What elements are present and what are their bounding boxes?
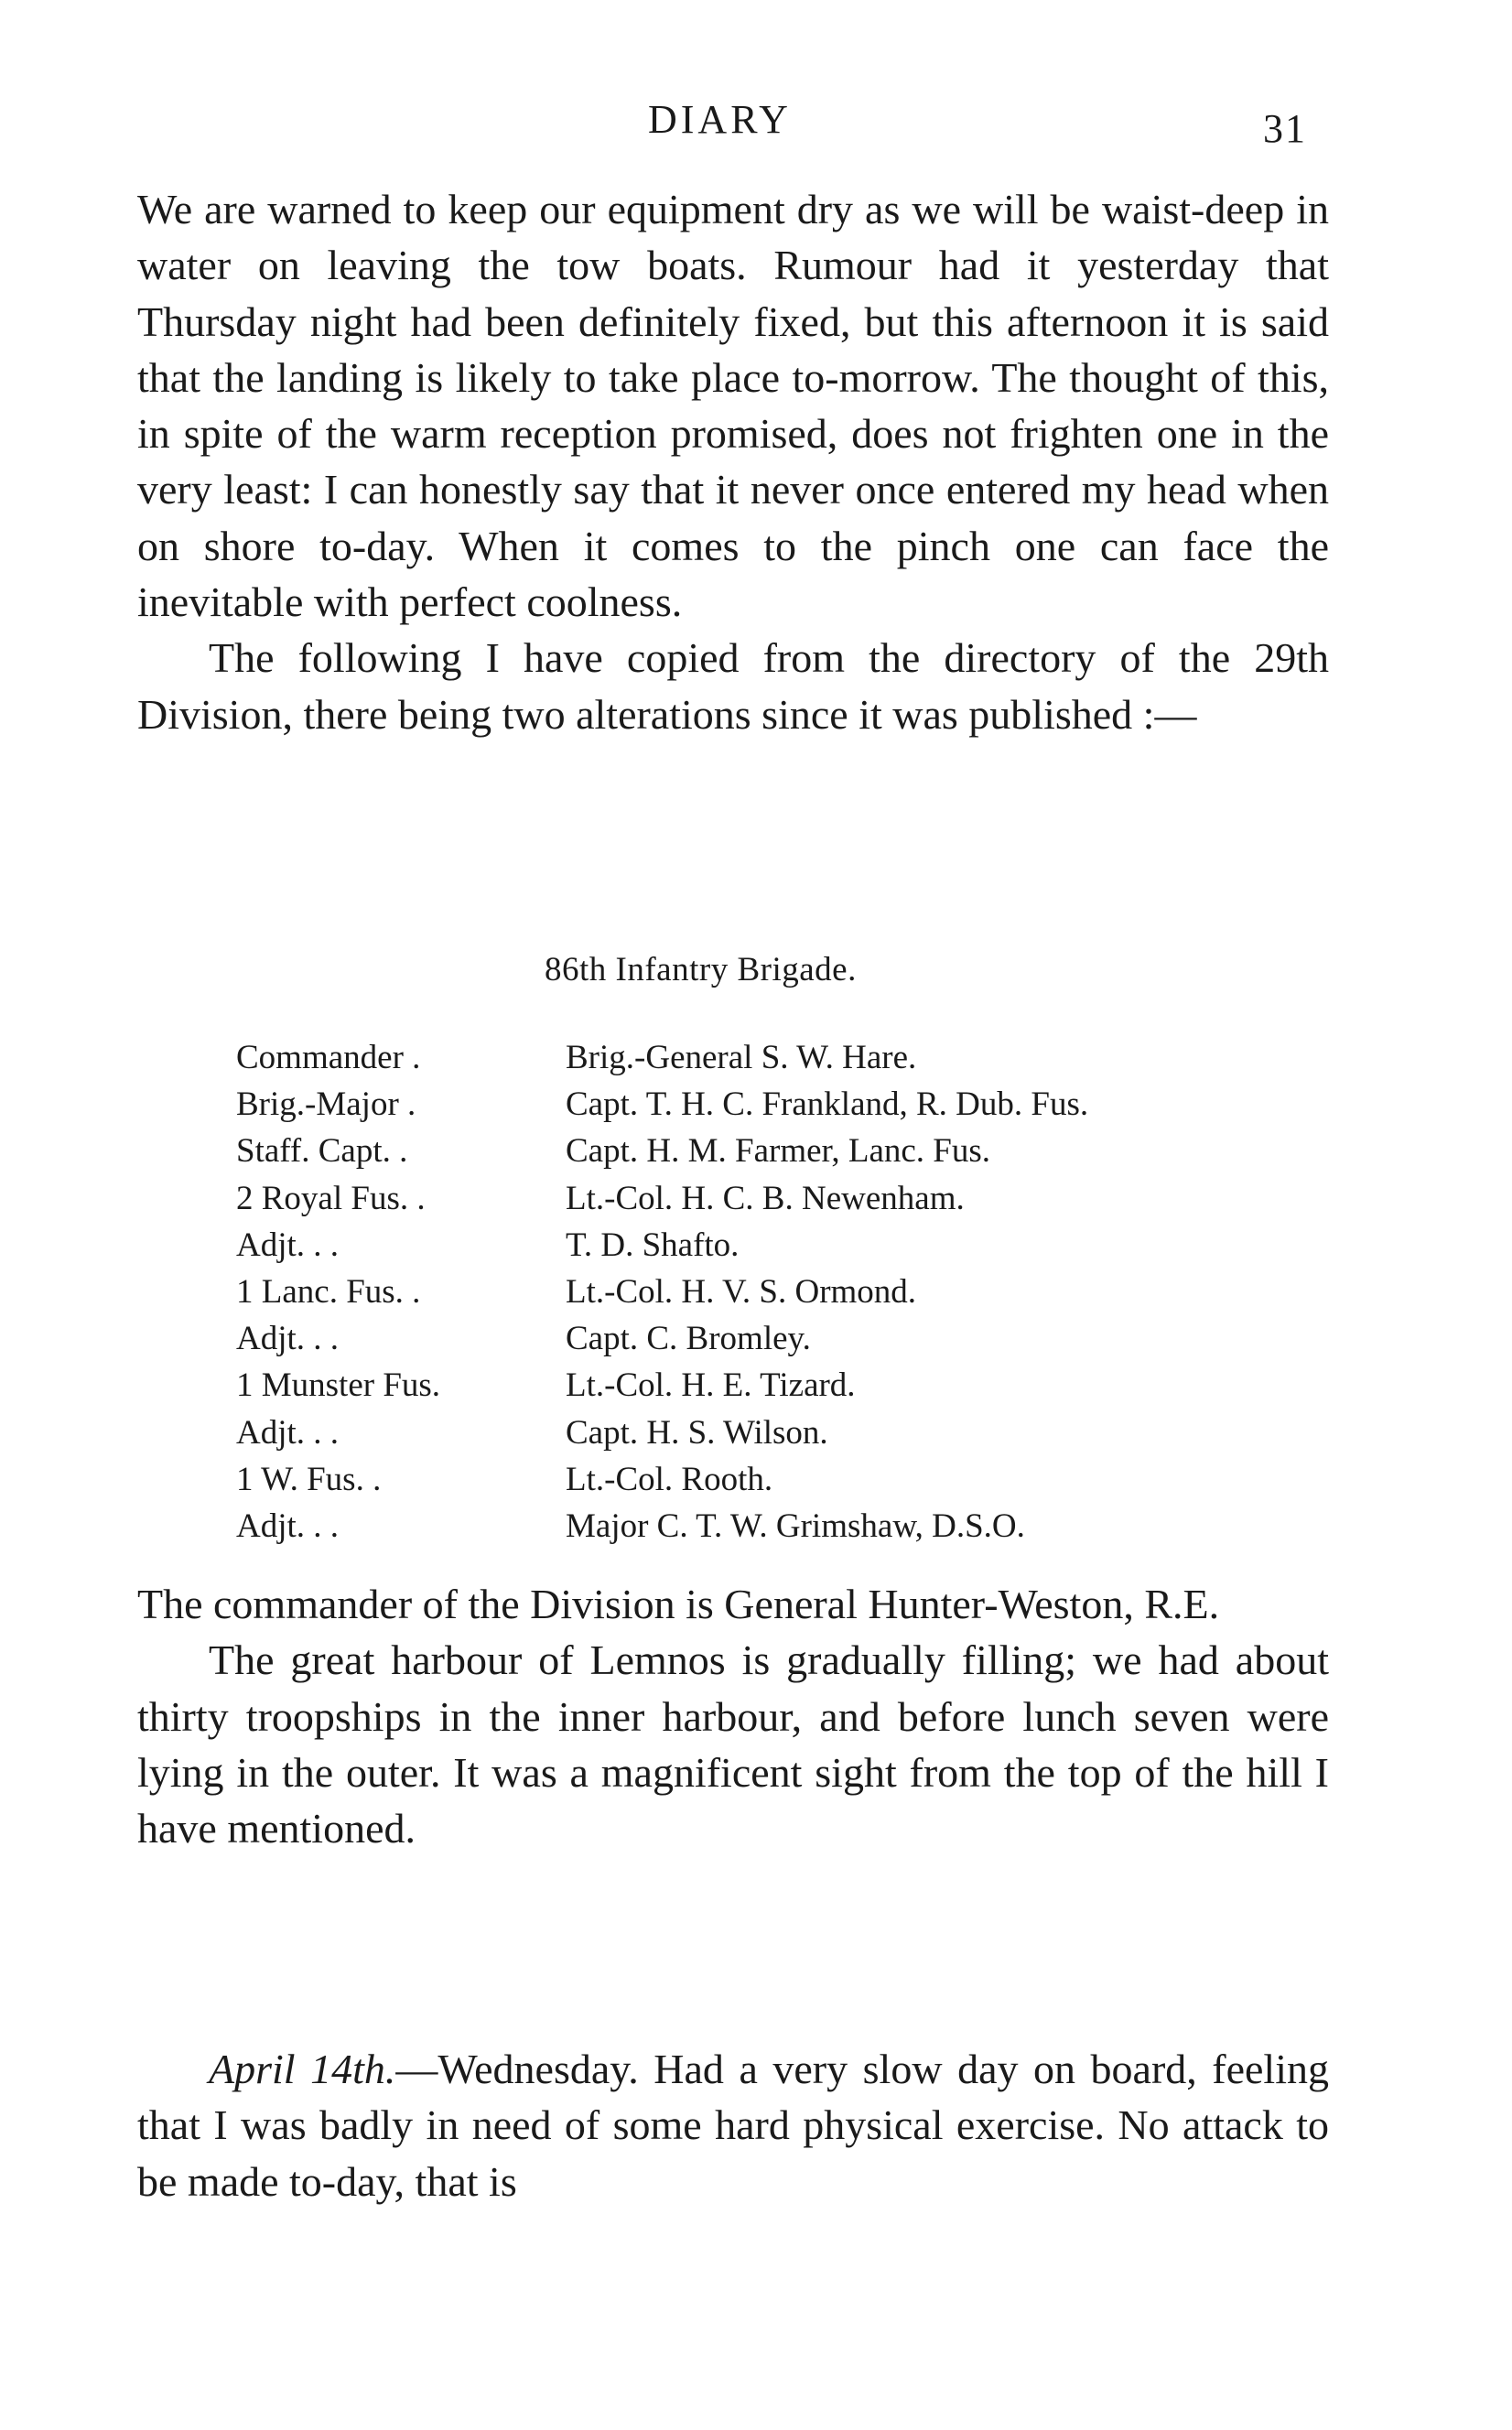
table-row [236,1269,1088,1315]
name-cell: Capt. H. M. Farmer, Lanc. Fus. [566,1132,991,1171]
table-row [236,1409,1088,1456]
paragraph: The commander of the Division is General Hunter-Weston, R.E. [137,1581,1220,1627]
name-cell: Capt. T. H. C. Frankland, R. Dub. Fus. [566,1085,1089,1124]
text-block-top [137,181,1329,742]
role-cell: 1 W. Fus. . [236,1460,382,1498]
brigade-heading: 86th Infantry Brigade. [545,951,857,988]
role-cell: 1 Lanc. Fus. . [236,1273,421,1312]
entry-date: April 14th. [209,2046,396,2092]
role-cell: Brig.-Major . [236,1085,416,1124]
role-cell: Adjt. . . [236,1507,340,1545]
paragraph: We are warned to keep our equipment dry as we will be waist-deep in water on leaving the tow boats. Rumour had it yesterday that Thursday night had been definitely fixed, but this afternoon it is said that the landing is likely to take place to-morrow. The thought of this, in spite of the warm reception promised, does not frighten one in the very least: I can honestly say that it never once entered my head when on shore to-day. When it comes to the pinch one can face the inevitable with perfect coolness. [137,186,1329,626]
entry-text: —Wednesday. Had a very slow day on board, feeling that I was badly in need of some hard physical exercise. No attack to be made to-day, that is [137,2046,1329,2205]
table-row [236,1175,1088,1222]
table-row [236,1034,1088,1081]
role-cell: Adjt. . . [236,1226,340,1264]
table-row [236,1456,1088,1503]
running-head [0,96,1512,151]
role-cell: Adjt. . . [236,1320,340,1358]
name-cell: Lt.-Col. H. C. B. Newenham. [566,1179,965,1217]
diary-entry-april-14 [137,2041,1329,2209]
role-cell: 2 Royal Fus. . [236,1179,426,1217]
table-row [236,1315,1088,1362]
name-cell: Lt.-Col. Rooth. [566,1460,773,1498]
text-block-middle [137,1576,1329,1856]
paragraph: The great harbour of Lemnos is gradually filling; we had about thirty troopships in the inner harbour, and before lunch seven were lying in the outer. It was a magnificent sight from the top of the hill I have mentioned. [137,1636,1329,1852]
role-cell: Adjt. . . [236,1413,340,1452]
name-cell: Lt.-Col. H. V. S. Ormond. [566,1273,917,1312]
table-row [236,1128,1088,1174]
page-number: 31 [1263,106,1307,151]
name-cell: Capt. C. Bromley. [566,1320,811,1358]
paragraph: The following I have copied from the directory of the 29th Division, there being two alterations since it was published :— [137,634,1329,738]
role-cell: 1 Munster Fus. [236,1366,441,1405]
running-title: DIARY [648,97,792,142]
table-row [236,1503,1088,1550]
name-cell: Brig.-General S. W. Hare. [566,1039,917,1077]
name-cell: T. D. Shafto. [566,1226,740,1264]
role-cell: Commander . [236,1039,421,1077]
name-cell: Major C. T. W. Grimshaw, D.S.O. [566,1507,1025,1545]
brigade-table [236,1034,1088,1550]
table-row [236,1362,1088,1409]
role-cell: Staff. Capt. . [236,1132,408,1171]
name-cell: Capt. H. S. Wilson. [566,1413,828,1452]
diary-entry [137,2041,1329,2209]
table-row [236,1081,1088,1128]
name-cell: Lt.-Col. H. E. Tizard. [566,1366,856,1405]
table-row [236,1222,1088,1269]
